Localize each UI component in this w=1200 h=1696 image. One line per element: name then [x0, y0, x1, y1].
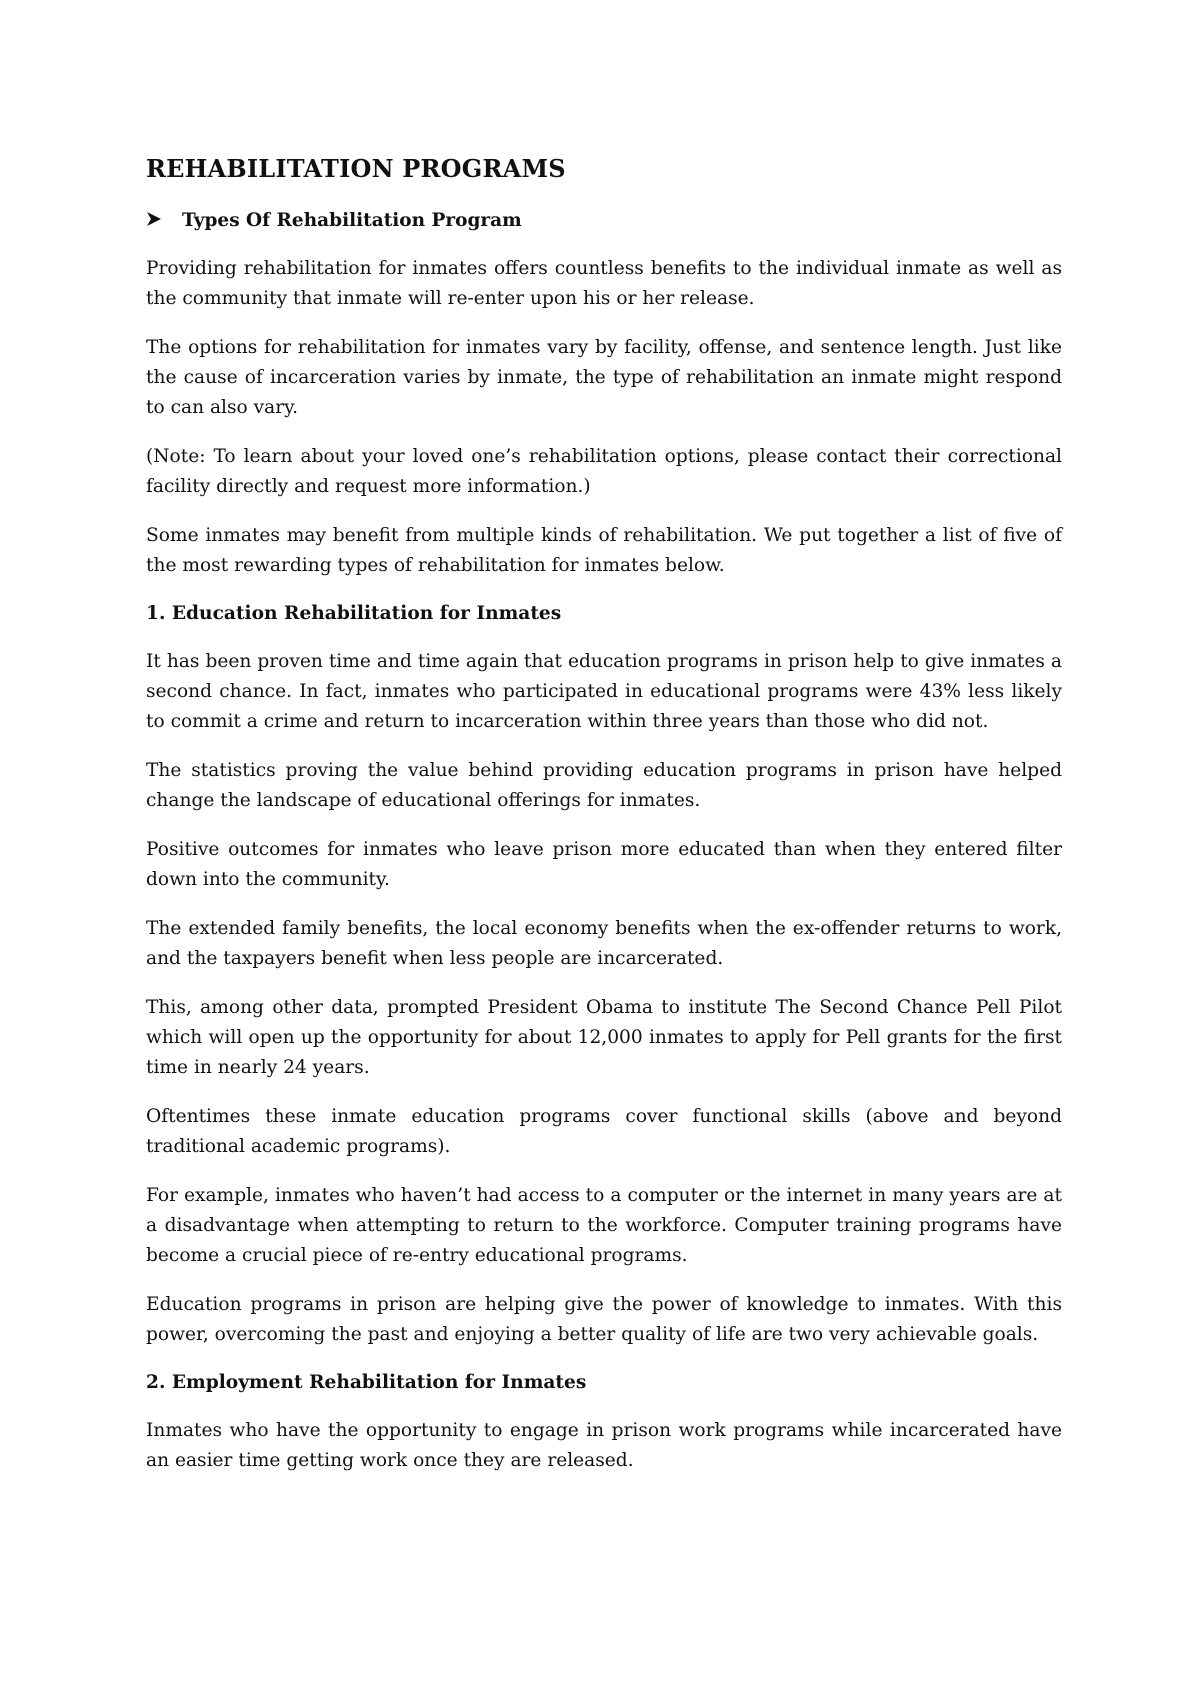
body-paragraph: Inmates who have the opportunity to engage in prison work programs while incarcerated have an easier time getting work once they are released.: [146, 1420, 1062, 1471]
body-paragraph: The extended family benefits, the local economy benefits when the ex-offender returns to work, and the taxpayers benefit when less people are incarcerated.: [146, 918, 1062, 969]
note-paragraph: (Note: To learn about your loved one’s rehabilitation options, please contact their correctional facility directly and request more information.): [146, 446, 1062, 497]
section-heading-education: 1. Education Rehabilitation for Inmates: [146, 603, 562, 624]
intro-paragraph: Some inmates may benefit from multiple kinds of rehabilitation. We put together a list of five of the most rewarding types of rehabilitation for inmates below.: [146, 525, 1062, 576]
document-title: REHABILITATION PROGRAMS: [146, 154, 566, 183]
body-paragraph: For example, inmates who haven’t had access to a computer or the internet in many years are at a disadvantage when attempting to return to the workforce. Computer training programs have become a crucial piece of re-entry educational programs.: [146, 1185, 1062, 1266]
body-paragraph: Positive outcomes for inmates who leave prison more educated than when they entered filter down into the community.: [146, 839, 1062, 890]
body-paragraph: The statistics proving the value behind providing education programs in prison have helped change the landscape of educational offerings for inmates.: [146, 760, 1062, 811]
arrowhead-bullet-icon: [146, 207, 182, 235]
intro-paragraph: Providing rehabilitation for inmates offers countless benefits to the individual inmate as well as the community that inmate will re-enter upon his or her release.: [146, 258, 1062, 309]
body-paragraph: Education programs in prison are helping give the power of knowledge to inmates. With this power, overcoming the past and enjoying a better quality of life are two very achievable goals.: [146, 1294, 1062, 1345]
types-subheading: [146, 207, 1062, 235]
body-paragraph: It has been proven time and time again that education programs in prison help to give inmates a second chance. In fact, inmates who participated in educational programs were 43% less likely to commit a crime and return to incarceration within three years than those who did not.: [146, 651, 1062, 732]
body-paragraph: This, among other data, prompted President Obama to institute The Second Chance Pell Pilot which will open up the opportunity for about 12,000 inmates to apply for Pell grants for the first time in nearly 24 years.: [146, 997, 1062, 1078]
body-paragraph: Oftentimes these inmate education programs cover functional skills (above and beyond traditional academic programs).: [146, 1106, 1062, 1157]
intro-paragraph: The options for rehabilitation for inmates vary by facility, offense, and sentence length. Just like the cause of incarceration varies by inmate, the type of rehabilitation an inmate might respond to can also vary.: [146, 337, 1062, 418]
section-heading-employment: 2. Employment Rehabilitation for Inmates: [146, 1372, 587, 1393]
subheading-text: Types Of Rehabilitation Program: [182, 210, 522, 231]
document-page: [146, 138, 1062, 1495]
